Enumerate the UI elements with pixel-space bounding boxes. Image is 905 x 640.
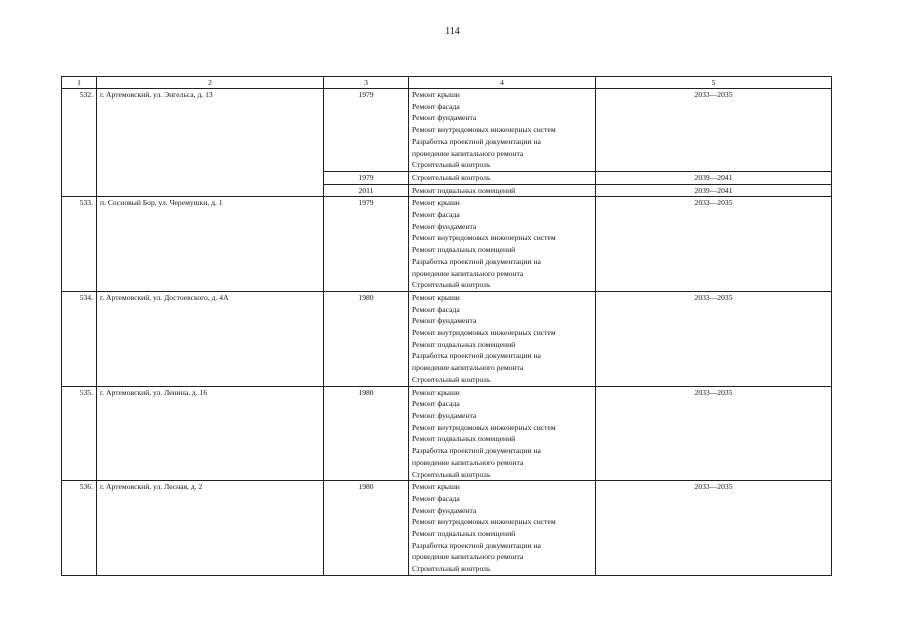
repair-schedule-table	[61, 76, 832, 576]
address-cell: г. Артемовский, ул. Достоевского, д. 4А	[97, 291, 324, 386]
column-header-3: 3	[324, 77, 409, 89]
work-item: Ремонт фундамента	[412, 113, 477, 123]
works-cell	[409, 89, 596, 172]
work-item: Ремонт крыши	[412, 292, 460, 302]
work-item: Разработка проектной документации на	[412, 256, 541, 266]
work-item: Ремонт подвальных помещений	[412, 529, 516, 539]
work-item: Ремонт внутридомовых инженерных систем	[412, 517, 556, 527]
period-cell: 2033—2035	[596, 291, 832, 386]
table-row	[62, 386, 832, 481]
work-item: проведение капитального ремонта	[412, 148, 524, 158]
table-row	[62, 89, 832, 172]
period-cell: 2039—2041	[596, 171, 832, 184]
works-cell	[409, 171, 596, 184]
column-header-1: 1	[62, 77, 97, 89]
work-item: Ремонт внутридомовых инженерных систем	[412, 125, 556, 135]
address-cell: г. Артемовский, ул. Энгельса, д. 13	[97, 89, 324, 197]
work-item: Строительный контроль	[412, 469, 491, 479]
column-header-2: 2	[97, 77, 324, 89]
works-cell	[409, 291, 596, 386]
work-item: Разработка проектной документации на	[412, 446, 541, 456]
work-item: Ремонт фасада	[412, 101, 460, 111]
column-header-4: 4	[409, 77, 596, 89]
period-cell: 2033—2035	[596, 197, 832, 292]
year-cell: 1979	[324, 89, 409, 172]
column-header-5: 5	[596, 77, 832, 89]
work-item: Ремонт фасада	[412, 399, 460, 409]
work-item: Ремонт подвальных помещений	[412, 185, 516, 195]
year-cell: 1980	[324, 481, 409, 576]
work-item: Разработка проектной документации на	[412, 351, 541, 361]
work-item: Ремонт фасада	[412, 210, 460, 220]
header-row	[62, 77, 832, 89]
work-item: Строительный контроль	[412, 280, 491, 290]
address-cell: г. Артемовский, ул. Ленина, д. 16	[97, 386, 324, 481]
works-cell	[409, 184, 596, 197]
work-item: Строительный контроль	[412, 172, 491, 182]
year-cell: 1979	[324, 171, 409, 184]
table-body	[62, 89, 832, 576]
works-cell	[409, 386, 596, 481]
row-number-cell: 533.	[62, 197, 97, 292]
work-item: Ремонт крыши	[412, 198, 460, 208]
work-item: проведение капитального ремонта	[412, 268, 524, 278]
work-item: Строительный контроль	[412, 160, 491, 170]
row-number-cell: 536.	[62, 481, 97, 576]
works-cell	[409, 197, 596, 292]
work-item: Ремонт крыши	[412, 387, 460, 397]
period-cell: 2039—2041	[596, 184, 832, 197]
work-item: Ремонт фундамента	[412, 410, 477, 420]
row-number-cell: 535.	[62, 386, 97, 481]
table-row	[62, 291, 832, 386]
period-cell: 2033—2035	[596, 386, 832, 481]
year-cell: 1980	[324, 291, 409, 386]
work-item: Ремонт подвальных помещений	[412, 434, 516, 444]
work-item: Разработка проектной документации на	[412, 136, 541, 146]
work-item: Строительный контроль	[412, 374, 491, 384]
work-item: Ремонт подвальных помещений	[412, 245, 516, 255]
work-item: Ремонт внутридомовых инженерных систем	[412, 233, 556, 243]
work-item: Ремонт фундамента	[412, 316, 477, 326]
work-item: Ремонт внутридомовых инженерных систем	[412, 328, 556, 338]
work-item: Ремонт фундамента	[412, 221, 477, 231]
table-row	[62, 197, 832, 292]
work-item: Ремонт фундамента	[412, 505, 477, 515]
work-item: проведение капитального ремонта	[412, 457, 524, 467]
year-cell: 1980	[324, 386, 409, 481]
address-cell: п. Сосновый Бор, ул. Черемушки, д. 1	[97, 197, 324, 292]
work-item: Ремонт крыши	[412, 90, 460, 99]
work-item: Ремонт фасада	[412, 304, 460, 314]
work-item: Строительный контроль	[412, 564, 491, 574]
work-item: Разработка проектной документации на	[412, 540, 541, 550]
period-cell: 2033—2035	[596, 89, 832, 172]
row-number-cell: 532.	[62, 89, 97, 197]
year-cell: 2011	[324, 184, 409, 197]
work-item: проведение капитального ремонта	[412, 552, 524, 562]
page-number: 114	[445, 26, 460, 37]
work-item: Ремонт крыши	[412, 482, 460, 492]
work-item: проведение капитального ремонта	[412, 363, 524, 373]
period-cell: 2033—2035	[596, 481, 832, 576]
table-header	[62, 77, 832, 89]
year-cell: 1979	[324, 197, 409, 292]
work-item: Ремонт подвальных помещений	[412, 339, 516, 349]
address-cell: г. Артемовский, ул. Лесная, д. 2	[97, 481, 324, 576]
table-row	[62, 481, 832, 576]
work-item: Ремонт фасада	[412, 493, 460, 503]
works-cell	[409, 481, 596, 576]
work-item: Ремонт внутридомовых инженерных систем	[412, 422, 556, 432]
row-number-cell: 534.	[62, 291, 97, 386]
